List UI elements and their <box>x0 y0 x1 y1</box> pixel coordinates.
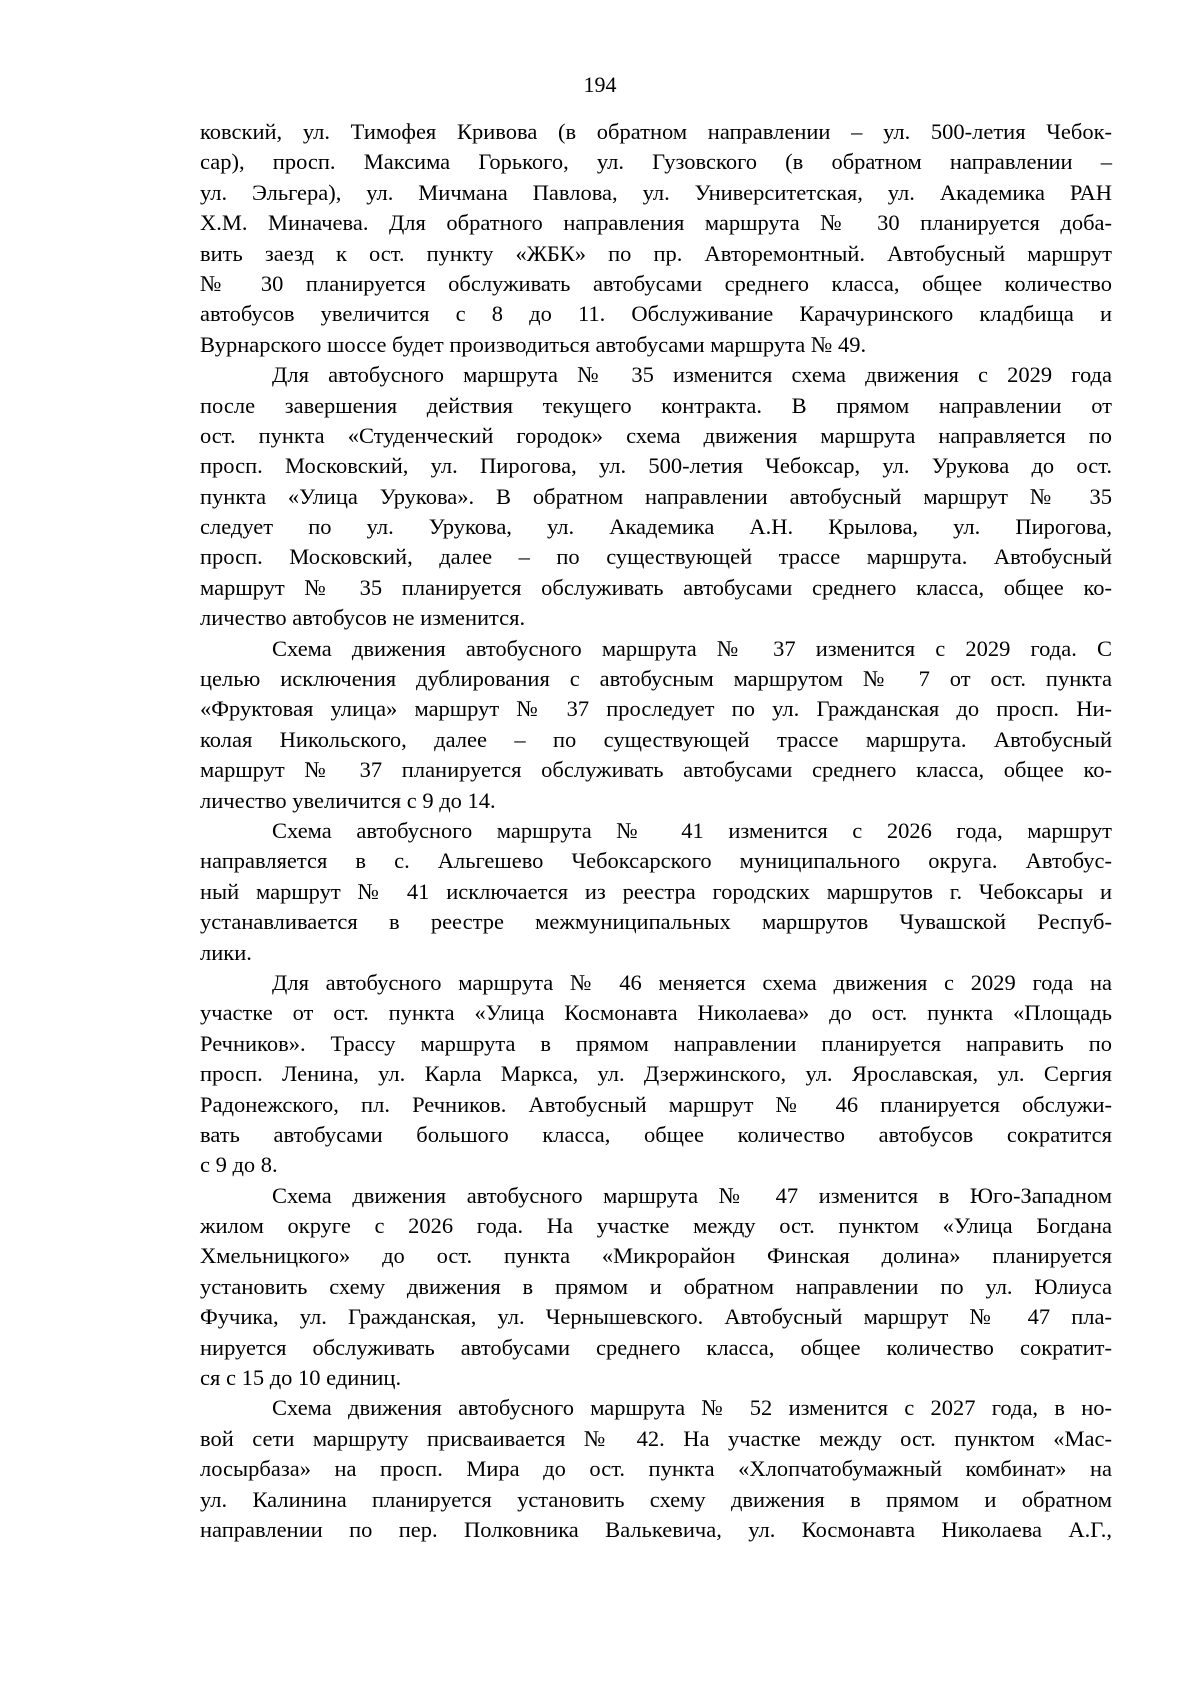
text-line: ный маршрут № 41 исключается из реестра городских маршрутов г. Чебоксары и <box>200 878 1112 904</box>
text-line: после завершения действия текущего контракта. В прямом направлении от <box>200 392 1112 418</box>
paragraph-route-41 <box>200 816 1112 968</box>
text-line: пункта «Улица Урукова». В обратном направлении автобусный маршрут № 35 <box>200 483 1112 509</box>
text-line: автобусов увеличится с 8 до 11. Обслуживание Карачуринского кладбища и <box>200 301 1112 327</box>
text-line: личество автобусов не изменится. <box>200 605 526 631</box>
text-line: Схема движения автобусного маршрута № 37 изменится с 2029 года. С <box>272 635 1112 661</box>
text-line: вать автобусами большого класса, общее количество автобусов сократится <box>200 1121 1112 1147</box>
text-line: ул. Калинина планируется установить схему движения в прямом и обратном <box>200 1486 1112 1512</box>
text-line: маршрут № 35 планируется обслуживать автобусами среднего класса, общее ко- <box>200 574 1112 600</box>
text-line: Вурнарского шоссе будет производиться автобусами маршрута № 49. <box>200 331 867 357</box>
text-line: личество увеличится с 9 до 14. <box>200 787 496 813</box>
text-line: Схема движения автобусного маршрута № 52 изменится с 2027 года, в но- <box>272 1395 1112 1421</box>
text-line: Речников». Трассу маршрута в прямом направлении планируется направить по <box>200 1030 1112 1056</box>
text-line: с 9 до 8. <box>200 1152 278 1178</box>
text-line: Х.М. Миначева. Для обратного направления маршрута № 30 планируется доба- <box>200 210 1112 236</box>
text-line: направляется в с. Альгешево Чебоксарского муниципального округа. Автобус- <box>200 848 1112 874</box>
page-body <box>200 117 1112 1545</box>
text-line: жилом округе с 2026 года. На участке между ост. пунктом «Улица Богдана <box>200 1213 1112 1239</box>
text-line: вой сети маршруту присваивается № 42. На участке между ост. пунктом «Мас- <box>200 1425 1112 1451</box>
text-line: Схема автобусного маршрута № 41 изменится с 2026 года, маршрут <box>272 817 1112 843</box>
text-line: ул. Эльгера), ул. Мичмана Павлова, ул. Университетская, ул. Академика РАН <box>200 179 1112 205</box>
paragraph-route-35 <box>200 360 1112 634</box>
text-line: ся с 15 до 10 единиц. <box>200 1365 402 1391</box>
text-line: Фучика, ул. Гражданская, ул. Чернышевского. Автобусный маршрут № 47 пла- <box>200 1304 1112 1330</box>
text-line: ост. пункта «Студенческий городок» схема движения маршрута направляется по <box>200 422 1112 448</box>
text-line: лосырбаза» на просп. Мира до ост. пункта «Хлопчатобумажный комбинат» на <box>200 1456 1112 1482</box>
paragraph-route-52 <box>200 1393 1112 1545</box>
paragraph-route-37 <box>200 634 1112 816</box>
paragraph-route-47 <box>200 1181 1112 1394</box>
text-line: следует по ул. Урукова, ул. Академика А.Н. Крылова, ул. Пирогова, <box>200 514 1112 540</box>
text-line: участке от ост. пункта «Улица Космонавта Николаева» до ост. пункта «Площадь <box>200 1000 1112 1026</box>
text-line: Для автобусного маршрута № 35 изменится схема движения с 2029 года <box>272 362 1112 388</box>
page-number: 194 <box>583 72 617 97</box>
text-line: сар), просп. Максима Горького, ул. Гузовского (в обратном направлении – <box>200 149 1112 175</box>
text-line: № 30 планируется обслуживать автобусами среднего класса, общее количество <box>200 270 1112 296</box>
text-line: просп. Московский, ул. Пирогова, ул. 500-летия Чебоксар, ул. Урукова до ост. <box>200 453 1112 479</box>
paragraph-route-46 <box>200 968 1112 1181</box>
paragraph-route-30 <box>200 117 1112 360</box>
text-line: просп. Московский, далее – по существующей трассе маршрута. Автобусный <box>200 544 1112 570</box>
text-line: Схема движения автобусного маршрута № 47 изменится в Юго-Западном <box>272 1182 1112 1208</box>
text-line: нируется обслуживать автобусами среднего класса, общее количество сократит- <box>200 1334 1112 1360</box>
text-line: устанавливается в реестре межмуниципальных маршрутов Чувашской Респуб- <box>200 909 1112 935</box>
text-line: целью исключения дублирования с автобусным маршрутом № 7 от ост. пункта <box>200 666 1112 692</box>
text-line: Хмельницкого» до ост. пункта «Микрорайон Финская долина» планируется <box>200 1243 1112 1269</box>
text-line: Радонежского, пл. Речников. Автобусный маршрут № 46 планируется обслужи- <box>200 1091 1112 1117</box>
text-line: лики. <box>200 939 252 965</box>
text-line: ковский, ул. Тимофея Кривова (в обратном направлении – ул. 500-летия Чебок- <box>200 119 1112 144</box>
text-line: колая Никольского, далее – по существующей трассе маршрута. Автобусный <box>200 726 1112 752</box>
text-line: «Фруктовая улица» маршрут № 37 проследует по ул. Гражданская до просп. Ни- <box>200 696 1112 722</box>
text-line: просп. Ленина, ул. Карла Маркса, ул. Дзержинского, ул. Ярославская, ул. Сергия <box>200 1061 1112 1087</box>
text-line: Для автобусного маршрута № 46 меняется схема движения с 2029 года на <box>272 969 1112 995</box>
text-line: направлении по пер. Полковника Валькевича, ул. Космонавта Николаева А.Г., <box>200 1516 1112 1542</box>
text-line: вить заезд к ост. пункту «ЖБК» по пр. Авторемонтный. Автобусный маршрут <box>200 240 1112 266</box>
text-line: маршрут № 37 планируется обслуживать автобусами среднего класса, общее ко- <box>200 757 1112 783</box>
text-line: установить схему движения в прямом и обратном направлении по ул. Юлиуса <box>200 1273 1112 1299</box>
